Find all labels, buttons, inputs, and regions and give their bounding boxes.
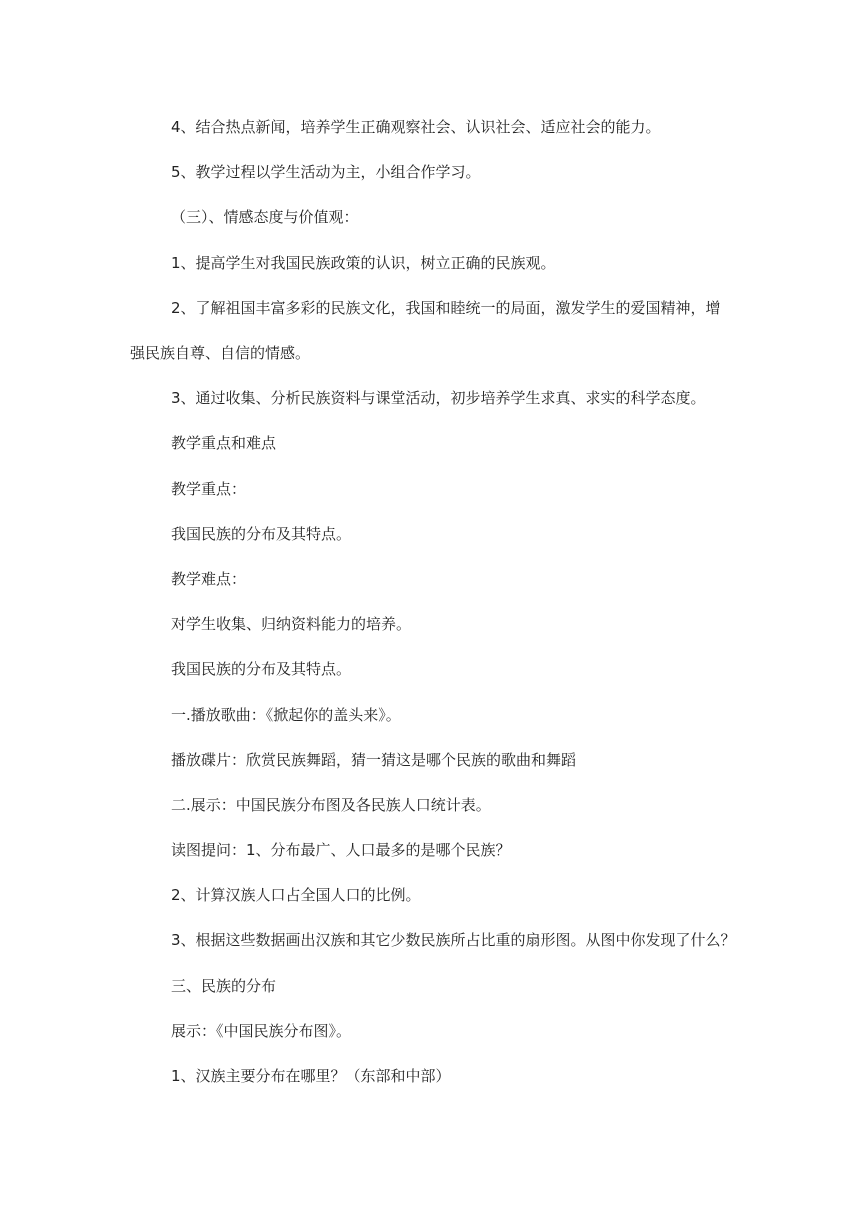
- paragraph-key-point: 我国民族的分布及其特点。: [171, 525, 352, 543]
- step-1-play-song: 一.播放歌曲：《掀起你的盖头来》。: [171, 706, 401, 724]
- step-2-display-map: 二.展示：中国民族分布图及各民族人口统计表。: [171, 796, 491, 814]
- question-han-distribution: 1、汉族主要分布在哪里？（东部和中部）: [171, 1067, 451, 1085]
- paragraph-difficult-point: 对学生收集、归纳资料能力的培养。: [171, 615, 412, 633]
- question-2-ratio: 2、计算汉族人口占全国人口的比例。: [171, 886, 421, 904]
- question-3-pie-chart: 3、根据这些数据画出汉族和其它少数民族所占比重的扇形图。从图中你发现了什么？: [171, 931, 736, 949]
- paragraph-objective-5: 5、教学过程以学生活动为主，小组合作学习。: [171, 163, 481, 181]
- paragraph-attitude-2-continued: 强民族自尊、自信的情感。: [130, 344, 311, 362]
- label-difficult-point: 教学难点：: [171, 570, 247, 588]
- paragraph-attitude-2: 2、了解祖国丰富多彩的民族文化，我国和睦统一的局面，激发学生的爱国精神，增: [171, 299, 721, 317]
- paragraph-attitude-1: 1、提高学生对我国民族政策的认识，树立正确的民族观。: [171, 254, 556, 272]
- section-heading-attitudes-values: （三）、情感态度与价值观：: [171, 208, 359, 226]
- step-play-disc: 播放碟片：欣赏民族舞蹈，猜一猜这是哪个民族的歌曲和舞蹈: [171, 751, 577, 769]
- paragraph-objective-4: 4、结合热点新闻，培养学生正确观察社会、认识社会、适应社会的能力。: [171, 118, 661, 136]
- question-read-map-1: 读图提问：1、分布最广、人口最多的是哪个民族？: [171, 841, 511, 859]
- label-key-point: 教学重点：: [171, 480, 247, 498]
- paragraph-display-distribution-map: 展示：《中国民族分布图》。: [171, 1022, 352, 1040]
- paragraph-attitude-3: 3、通过收集、分析民族资料与课堂活动，初步培养学生求真、求实的科学态度。: [171, 389, 706, 407]
- paragraph-topic: 我国民族的分布及其特点。: [171, 660, 352, 678]
- section-heading-distribution: 三、民族的分布: [171, 977, 277, 995]
- heading-key-and-difficult-points: 教学重点和难点: [171, 434, 277, 452]
